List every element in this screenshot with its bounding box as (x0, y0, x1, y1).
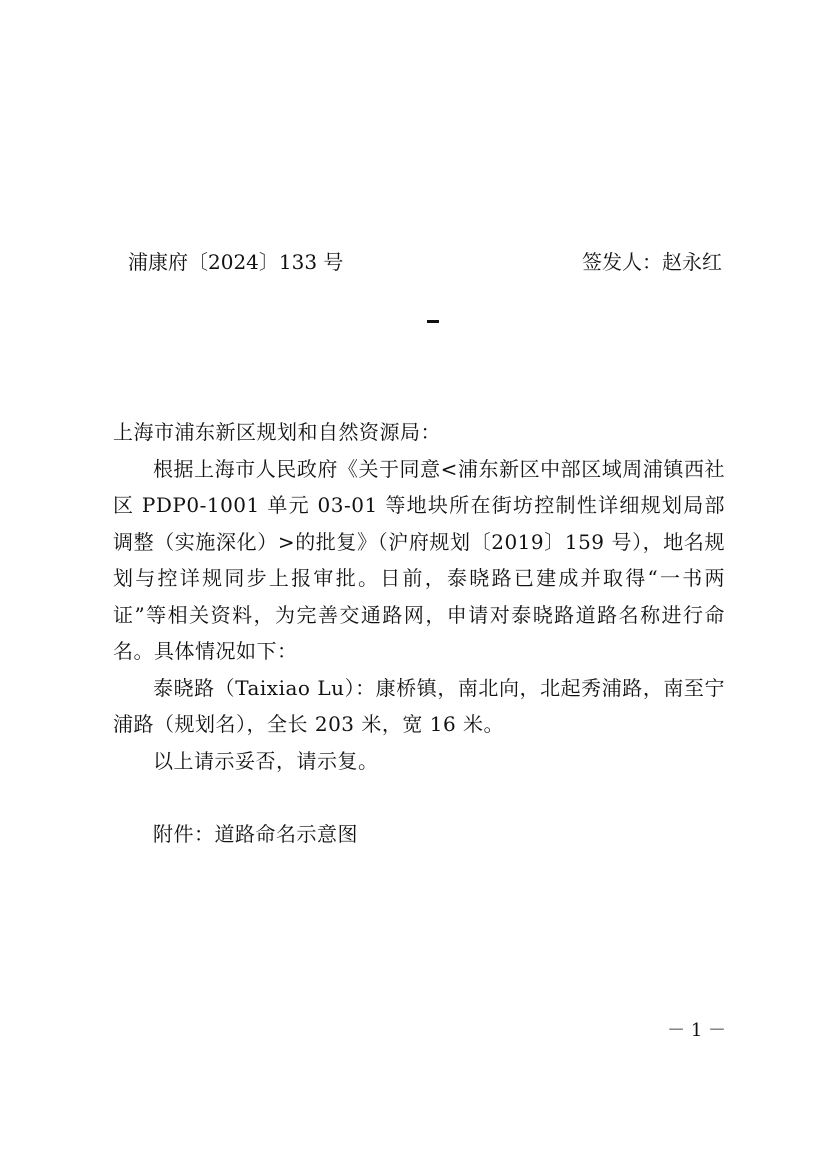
page-number: － 1 － (667, 1020, 726, 1041)
request-paragraph: 根据上海市人民政府《关于同意<浦东新区中部区域周浦镇西社区 PDP0-1001 单元 03-01 等地块所在街坊控制性详细规划局部调整（实施深化）>的批复》（沪府规划〔2019〕159 号），地名规划与控详规同步上报审批。日前，泰晓路已建成并取得“一书两证”等相关资料，为完善交通路网，申请对泰晓路道路名称进行命名。具体情况如下： (113, 456, 725, 663)
document-number: 浦康府〔2024〕133 号 (128, 250, 344, 274)
header-divider-mark (427, 320, 439, 323)
signer-line: 签发人：赵永红 (582, 250, 722, 274)
addressee: 上海市浦东新区规划和自然资源局： (113, 420, 441, 444)
document-body (113, 414, 725, 852)
closing-paragraph: 以上请示妥否，请示复。 (153, 748, 379, 773)
road-details-paragraph: 泰晓路（Taixiao Lu）：康桥镇，南北向，北起秀浦路，南至宁浦路（规划名），全长 203 米，宽 16 米。 (113, 675, 725, 736)
attachment-line: 附件：道路命名示意图 (153, 821, 358, 846)
document-header (128, 247, 722, 277)
paragraph-spacer (113, 779, 725, 816)
